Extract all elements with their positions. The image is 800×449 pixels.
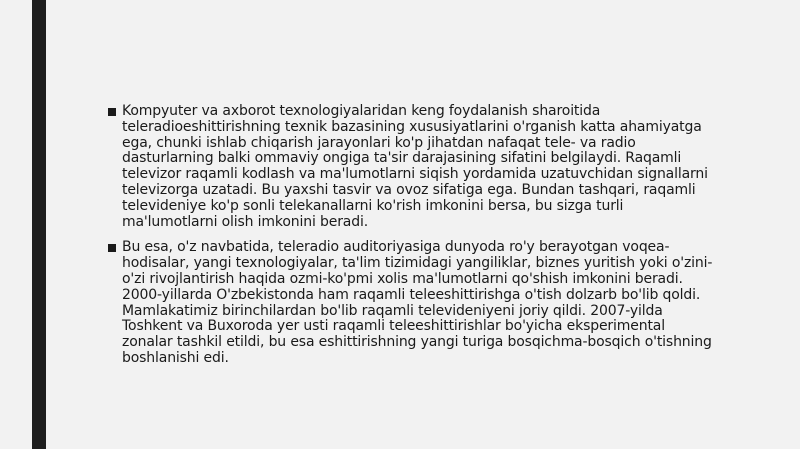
bullet-item-2 [108,240,718,366]
bullet-text: Bu esa, o'z navbatida, teleradio auditoriyasiga dunyoda ro'y berayotgan voqea-hodisalar, yangi texnologiyalar, ta'lim tizimidagi yangiliklar, biznes yuritish yoki o'zini-o'zi rivojlantirish haqida ozmi-ko'pmi xolis ma'lumotlarni qo'shish imkonini beradi. 2000-yillarda O'zbekistonda ham raqamli teleeshittirishga o'tish dolzarb bo'lib qoldi. Mamlakatimiz birinchilardan bo'lib raqamli televideniyeni joriy qildi. 2007-yilda Toshkent va Buxoroda yer usti raqamli teleeshittirishlar bo'yicha eksperimental zonalar tashkil etildi, bu esa eshittirishning yangi turiga bosqichma-bosqich o'tishning boshlanishi edi. [122,239,713,366]
left-accent-bar [32,0,46,449]
square-bullet-icon [108,108,116,116]
bullet-item-1 [108,104,718,230]
bullet-text: Kompyuter va axborot texnologiyalaridan keng foydalanish sharoitida teleradioeshittirishning texnik bazasining xususiyatlarini o'rganish katta ahamiyatga ega, chunki ishlab chiqarish jarayonlari ko'p jihatdan nafaqat tele- va radio dasturlarning balki ommaviy ongiga ta'sir darajasining sifatini belgilaydi. Raqamli televizor raqamli kodlash va ma'lumotlarni siqish yordamida uzatuvchidan signallarni televizorga uzatadi. Bu yaxshi tasvir va ovoz sifatiga ega. Bundan tashqari, raqamli televideniye ko'p sonli telekanallarni ko'rish imkonini bersa, bu sizga turli ma'lumotlarni olish imkonini beradi. [122,103,708,230]
slide-content [108,104,718,377]
square-bullet-icon [108,244,116,252]
